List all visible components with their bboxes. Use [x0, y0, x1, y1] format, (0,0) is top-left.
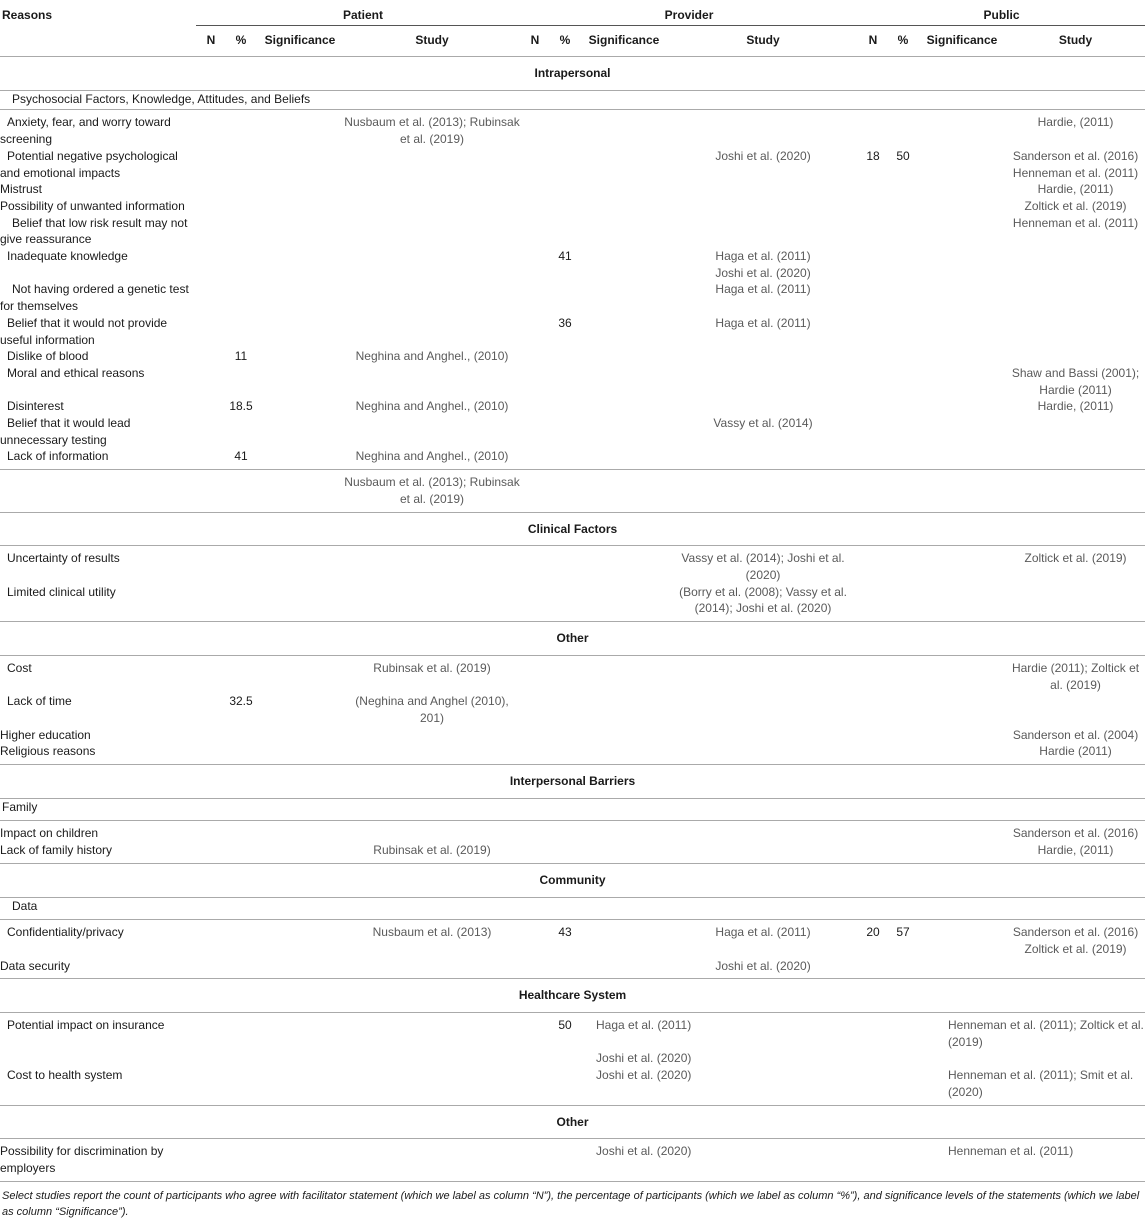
patient-study-cell: Rubinsak et al. (2019)	[344, 842, 520, 863]
provider-significance-cell	[580, 1013, 858, 1068]
public-significance-cell: Henneman et al. (2011); Zoltick et al. (2019)	[948, 1018, 1144, 1049]
provider-study-cell: Vassy et al. (2014); Joshi et al. (2020)	[681, 551, 845, 582]
public-significance-cell: Henneman et al. (2011)	[918, 1139, 1145, 1181]
public-study-cell: Hardie, (2011)	[1037, 399, 1114, 414]
table-row	[0, 727, 1145, 744]
public-study-cell: Hardie, (2011)	[1037, 115, 1114, 130]
provider-study-cell: Haga et al. (2011)	[715, 315, 811, 330]
public-study-cell: Zoltick et al. (2019)	[1024, 551, 1127, 566]
provider-significance-cell: Joshi et al. (2020)	[580, 1139, 858, 1181]
public-study-cell: Hardie, (2011)	[1037, 182, 1114, 197]
provider-group-header: Provider	[520, 0, 858, 26]
patient-study-cell: Rubinsak et al. (2019)	[373, 660, 491, 675]
section-row	[0, 765, 1145, 799]
provider-pct-cell: 36	[558, 315, 572, 330]
subsection-psychosocial: Psychosocial Factors, Knowledge, Attitudes, and Beliefs	[0, 90, 1145, 110]
public-significance-header: Significance	[918, 26, 1006, 57]
section-row	[0, 512, 1145, 546]
reason-cell: Lack of information	[0, 448, 196, 469]
public-study-cell: Zoltick et al. (2019)	[1024, 198, 1127, 213]
public-pct-cell: 57	[896, 925, 910, 940]
reason-cell: Lack of family history	[0, 842, 196, 863]
reason-cell	[0, 215, 196, 248]
public-n-header: N	[858, 26, 888, 57]
public-study-cell	[1006, 148, 1145, 181]
subsection-row	[0, 90, 1145, 110]
table-row	[0, 315, 1145, 348]
patient-pct-cell: 41	[226, 448, 256, 469]
reason-cell: Possibility of unwanted information	[0, 198, 185, 213]
public-significance-cell: Henneman et al. (2011); Smit et al. (2020)	[918, 1067, 1145, 1105]
reason-cell: Potential impact on insurance	[7, 1018, 165, 1033]
study-text: Joshi et al. (2020)	[596, 1051, 692, 1066]
reason-cell: Religious reasons	[0, 743, 196, 764]
table-row	[0, 448, 1145, 469]
reason-cell	[0, 415, 196, 448]
provider-pct-cell: 50	[558, 1018, 572, 1033]
patient-significance-header: Significance	[256, 26, 344, 57]
patient-study-cell: Nusbaum et al. (2013)	[372, 925, 492, 940]
public-study-cell: Sanderson et al. (2004)	[1012, 727, 1139, 742]
study-text: Haga et al. (2011)	[715, 249, 811, 264]
patient-study-header: Study	[344, 26, 520, 57]
table-row	[0, 655, 1145, 693]
section-row	[0, 863, 1145, 897]
study-text: Sanderson et al. (2016)	[1012, 925, 1139, 940]
public-study-header: Study	[1006, 26, 1145, 57]
patient-group-header: Patient	[196, 0, 520, 26]
table-row	[0, 148, 1145, 181]
table-row	[0, 281, 1145, 314]
reason-cell	[0, 148, 196, 181]
patient-pct-cell: 32.5	[229, 694, 253, 709]
section-other-2: Other	[0, 1105, 1145, 1139]
provider-study-cell: Vassy et al. (2014)	[713, 416, 813, 431]
provider-pct-header: %	[550, 26, 580, 57]
reason-text: Potential negative psychological and emotional impacts	[0, 148, 178, 180]
patient-pct-cell: 18.5	[229, 399, 253, 414]
study-text: Zoltick et al. (2019)	[1024, 941, 1127, 956]
reason-cell: Mistrust	[0, 182, 42, 197]
public-pct-cell: 50	[896, 148, 910, 163]
table-row	[0, 821, 1145, 842]
provider-study-cell: Haga et al. (2011)	[715, 925, 811, 940]
reason-text: Not having ordered a genetic test for themselves	[0, 282, 189, 314]
table-row	[0, 958, 1145, 979]
subsection-row	[0, 897, 1145, 920]
section-intrapersonal: Intrapersonal	[0, 57, 1145, 91]
reason-text: Belief that it would lead unnecessary testing	[0, 416, 131, 447]
study-text: Haga et al. (2011)	[596, 1018, 692, 1033]
reason-cell: Confidentiality/privacy	[7, 925, 124, 940]
patient-study-cell: Neghina and Anghel., (2010)	[355, 349, 509, 364]
public-group-header: Public	[858, 0, 1145, 26]
reason-cell: Moral and ethical reasons	[7, 365, 145, 380]
reason-cell	[0, 315, 196, 348]
public-study-cell: Hardie (2011); Zoltick et al. (2019)	[1011, 660, 1140, 692]
section-healthcare: Healthcare System	[0, 979, 1145, 1013]
table-row	[0, 1067, 1145, 1105]
table-row	[0, 398, 1145, 415]
provider-study-cell: (Borry et al. (2008); Vassy et al. (2014); Joshi et al. (2020)	[668, 584, 858, 622]
table-row	[0, 181, 1145, 198]
section-row	[0, 979, 1145, 1013]
study-text: Sanderson et al. (2016)	[1012, 148, 1139, 163]
provider-study-cell: Haga et al. (2011)	[715, 282, 811, 297]
public-study-cell: Shaw and Bassi (2001); Hardie (2011)	[1011, 365, 1140, 397]
reason-cell: Impact on children	[0, 826, 99, 841]
study-text: Henneman et al. (2011)	[1012, 165, 1139, 180]
table-row	[0, 546, 1145, 584]
reason-cell: Limited clinical utility	[0, 584, 196, 622]
subsection-row	[0, 798, 1145, 821]
public-study-cell	[1006, 920, 1145, 958]
reason-cell: Inadequate knowledge	[7, 249, 128, 264]
reason-cell: Higher education	[0, 727, 91, 742]
reason-cell: Possibility for discrimination by employers	[0, 1139, 196, 1181]
provider-significance-cell: Joshi et al. (2020)	[580, 1067, 858, 1105]
section-row	[0, 57, 1145, 91]
table-row	[0, 415, 1145, 448]
public-study-cell: Hardie (2011)	[1006, 743, 1145, 764]
patient-study-cell: Neghina and Anghel., (2010)	[344, 448, 520, 469]
provider-n-header: N	[520, 26, 550, 57]
reason-cell: Lack of time	[7, 694, 72, 709]
patient-study-cell: Nusbaum et al. (2013); Rubinsak et al. (2019)	[344, 475, 520, 506]
public-study-cell: Hardie, (2011)	[1006, 842, 1145, 863]
public-pct-header: %	[888, 26, 918, 57]
provider-study-cell: Joshi et al. (2020)	[668, 958, 858, 979]
table-row	[0, 110, 1145, 148]
provider-study-cell: Joshi et al. (2020)	[715, 148, 811, 163]
patient-pct-cell: 11	[234, 349, 248, 364]
reason-cell: Dislike of blood	[7, 349, 89, 364]
reason-cell	[0, 281, 196, 314]
reason-text: Belief that low risk result may not give reassurance	[0, 215, 188, 247]
section-other: Other	[0, 622, 1145, 656]
subsection-family: Family	[0, 798, 1145, 821]
public-study-cell: Sanderson et al. (2016)	[1012, 826, 1139, 841]
patient-study-cell: Nusbaum et al. (2013); Rubinsak et al. (2019)	[344, 115, 520, 147]
provider-pct-cell: 41	[558, 249, 572, 264]
reason-cell: Uncertainty of results	[7, 551, 120, 566]
patient-n-header: N	[196, 26, 226, 57]
provider-significance-header: Significance	[580, 26, 668, 57]
reason-cell: Data security	[0, 958, 196, 979]
reason-cell: Disinterest	[7, 399, 64, 414]
provider-pct-cell: 43	[558, 925, 572, 940]
public-n-cell: 20	[866, 925, 880, 940]
study-text: Joshi et al. (2020)	[715, 265, 811, 280]
table-row	[0, 584, 1145, 622]
provider-study-cell	[668, 248, 858, 281]
section-clinical: Clinical Factors	[0, 512, 1145, 546]
public-study-cell: Henneman et al. (2011)	[1012, 215, 1139, 230]
provider-study-header: Study	[668, 26, 858, 57]
reason-cell: Cost to health system	[0, 1067, 196, 1105]
table-row	[0, 920, 1145, 958]
reason-cell: Cost	[7, 660, 32, 675]
table-row	[0, 1139, 1145, 1181]
public-n-cell: 18	[866, 148, 880, 163]
section-row	[0, 622, 1145, 656]
table-row	[0, 198, 1145, 215]
table-row	[0, 470, 1145, 512]
patient-study-cell: (Neghina and Anghel (2010), 201)	[355, 694, 509, 725]
table-row	[0, 348, 1145, 365]
reason-cell	[0, 110, 196, 148]
reason-text: Anxiety, fear, and worry toward screening	[0, 115, 171, 147]
patient-study-cell: Neghina and Anghel., (2010)	[355, 399, 509, 414]
table-row	[0, 248, 1145, 281]
section-community: Community	[0, 863, 1145, 897]
section-row	[0, 1105, 1145, 1139]
section-interpersonal: Interpersonal Barriers	[0, 765, 1145, 799]
table-row	[0, 1013, 1145, 1068]
reason-text: Belief that it would not provide useful information	[0, 315, 168, 347]
patient-pct-header: %	[226, 26, 256, 57]
table-footnote: Select studies report the count of participants who agree with facilitator statement (which we label as column “N”), the percentage of participants (which we label as column “%”), and significance levels of the statements (which we label as column “Significance”).	[2, 1189, 1140, 1218]
table-row	[0, 842, 1145, 863]
subsection-data: Data	[0, 897, 1145, 920]
table-row	[0, 693, 1145, 726]
reasons-header: Reasons	[2, 8, 53, 22]
table-row	[0, 365, 1145, 398]
table-row	[0, 743, 1145, 764]
table-row	[0, 215, 1145, 248]
